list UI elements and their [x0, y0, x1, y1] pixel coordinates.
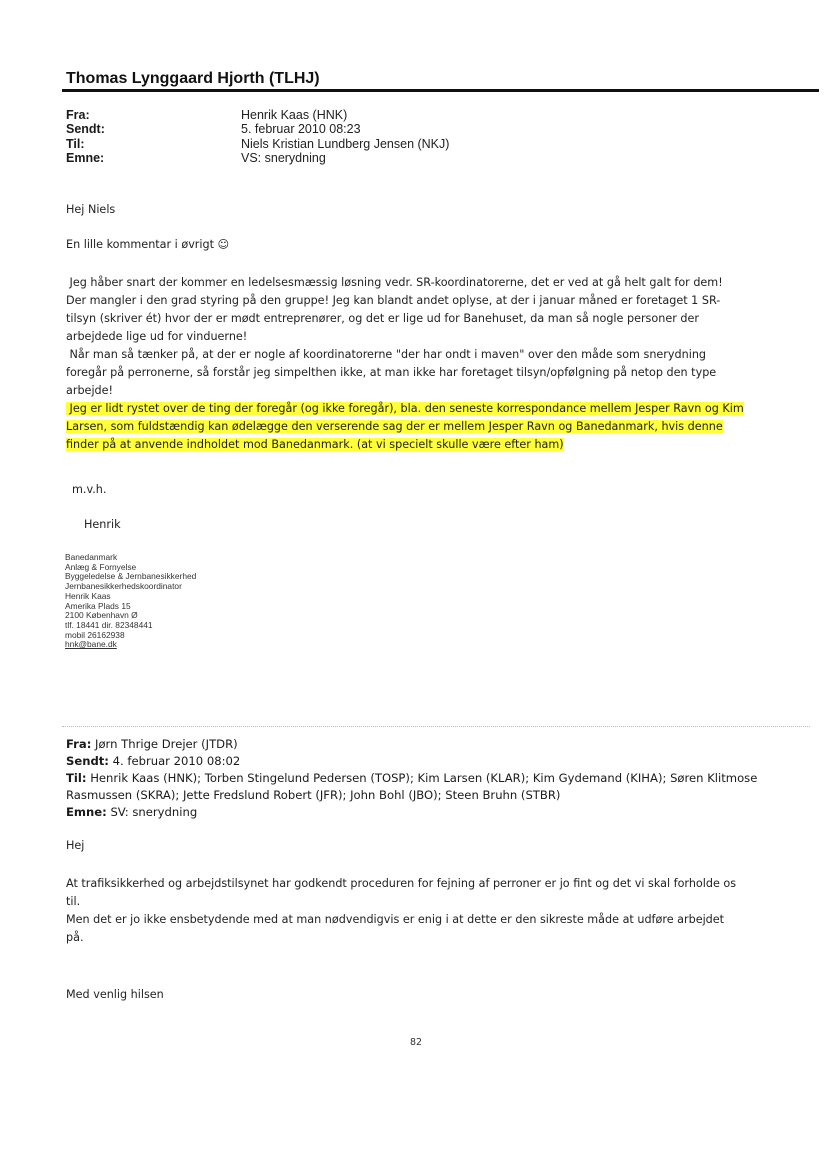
email2-p1-line2: til. — [66, 895, 81, 908]
email2-from-label: Fra: — [66, 737, 92, 751]
email2-header — [66, 736, 818, 821]
title-divider — [62, 89, 819, 92]
email-separator — [62, 726, 810, 727]
highlight-line3: finder på at anvende indholdet mod Banedanmark. (at vi specielt skulle være efter ham) — [66, 438, 564, 451]
email1-p1-line7: arbejde! — [66, 384, 114, 397]
from-value: Henrik Kaas (HNK) — [241, 108, 348, 122]
email1-highlighted-block — [66, 400, 818, 454]
email2-p1-line3: Men det er jo ikke ensbetydende med at man nødvendigvis er enig i at dette er den sikreste måde at udføre arbejdet — [66, 913, 725, 926]
sig-email-link[interactable]: hnk@bane.dk — [65, 639, 117, 650]
page-number: 82 — [409, 1037, 423, 1048]
email1-paragraph — [66, 274, 818, 454]
email2-greeting: Hej — [66, 839, 85, 852]
email1-p1-line1: Jeg håber snart der kommer en ledelsesmæssig løsning vedr. SR-koordinatorerne, det er ved at gå helt galt for dem! — [66, 276, 723, 289]
from-label: Fra: — [66, 108, 90, 122]
email2-subject-value: SV: snerydning — [110, 805, 198, 819]
sig-department: Byggeledelse & Jernbanesikkerhed — [65, 571, 197, 582]
email1-closing: m.v.h. — [72, 483, 107, 496]
subject-value: VS: snerydning — [241, 151, 326, 165]
email2-paragraph — [66, 875, 818, 947]
sent-value: 5. februar 2010 08:23 — [241, 122, 361, 136]
email2-sent-row — [66, 753, 818, 770]
email2-to-value-line2: Rasmussen (SKRA); Jette Fredslund Robert (JFR); John Bohl (JBO); Steen Bruhn (STBR) — [66, 788, 561, 802]
sig-street: Amerika Plads 15 — [65, 600, 131, 611]
email2-subject-label: Emne: — [66, 805, 107, 819]
email2-sent-value: 4. februar 2010 08:02 — [112, 754, 241, 768]
sig-role: Jernbanesikkerhedskoordinator — [65, 581, 182, 592]
email1-p1-line4: arbejdede lige ud for vinduerne! — [66, 330, 248, 343]
email1-greeting: Hej Niels — [66, 203, 116, 216]
email2-to-value-line1: Henrik Kaas (HNK); Torben Stingelund Pedersen (TOSP); Kim Larsen (KLAR); Kim Gydemand (KIHA); Søren Klitmose — [90, 771, 758, 785]
email2-p1-line4: på. — [66, 931, 84, 944]
email2-to-row — [66, 770, 818, 787]
subject-label: Emne: — [66, 151, 105, 165]
email2-from-value: Jørn Thrige Drejer (JTDR) — [95, 737, 238, 751]
highlight-line1: Jeg er lidt rystet over de ting der foregår (og ikke foregår), bla. den seneste korrespondance mellem Jesper Ravn og Kim — [66, 402, 744, 415]
sig-name: Henrik Kaas — [65, 590, 111, 601]
sig-division: Anlæg & Fornyelse — [65, 561, 137, 572]
email2-subject-row — [66, 804, 818, 821]
to-value: Niels Kristian Lundberg Jensen (NKJ) — [241, 137, 450, 151]
email1-signoff-name: Henrik — [84, 518, 121, 531]
signature-block — [65, 553, 196, 650]
highlight-line2: Larsen, som fuldstændig kan ødelægge den verserende sag der er mellem Jesper Ravn og Banedanmark, hvis denne — [66, 420, 723, 433]
to-label: Til: — [66, 137, 85, 151]
email2-p1-line1: At trafiksikkerhed og arbejdstilsynet har godkendt proceduren for fejning af perroner er jo fint og det vi skal forholde os — [66, 877, 737, 890]
sig-mobile: mobil 26162938 — [65, 629, 125, 640]
sent-label: Sendt: — [66, 122, 105, 136]
email2-from-row — [66, 736, 818, 753]
sig-city: 2100 København Ø — [65, 610, 138, 621]
sig-phone: tlf. 18441 dir. 82348441 — [65, 619, 153, 630]
email2-closing: Med venlig hilsen — [66, 988, 164, 1001]
email1-p1-line6: foregår på perronerne, så forstår jeg simpelthen ikke, at man ikke har foretaget tilsyn/opfølgning på netop den type — [66, 366, 717, 379]
sig-company: Banedanmark — [65, 552, 118, 562]
email1-comment: En lille kommentar i øvrigt ☺ — [66, 238, 230, 251]
page-title: Thomas Lynggaard Hjorth (TLHJ) — [66, 70, 320, 87]
email1-p1-line5: Når man så tænker på, at der er nogle af koordinatorerne "der har ondt i maven" over den måde som snerydning — [66, 348, 707, 361]
email2-sent-label: Sendt: — [66, 754, 109, 768]
email2-to-row-cont — [66, 787, 818, 804]
email1-p1-line2: Der mangler i den grad styring på den gruppe! Jeg kan blandt andet oplyse, at der i januar måned er foretaget 1 SR- — [66, 294, 721, 307]
email2-to-label: Til: — [66, 771, 87, 785]
email1-p1-line3: tilsyn (skriver ét) hvor der er mødt entreprenører, og det er lige ud for Banehuset, da man så nogle personer der — [66, 312, 699, 325]
